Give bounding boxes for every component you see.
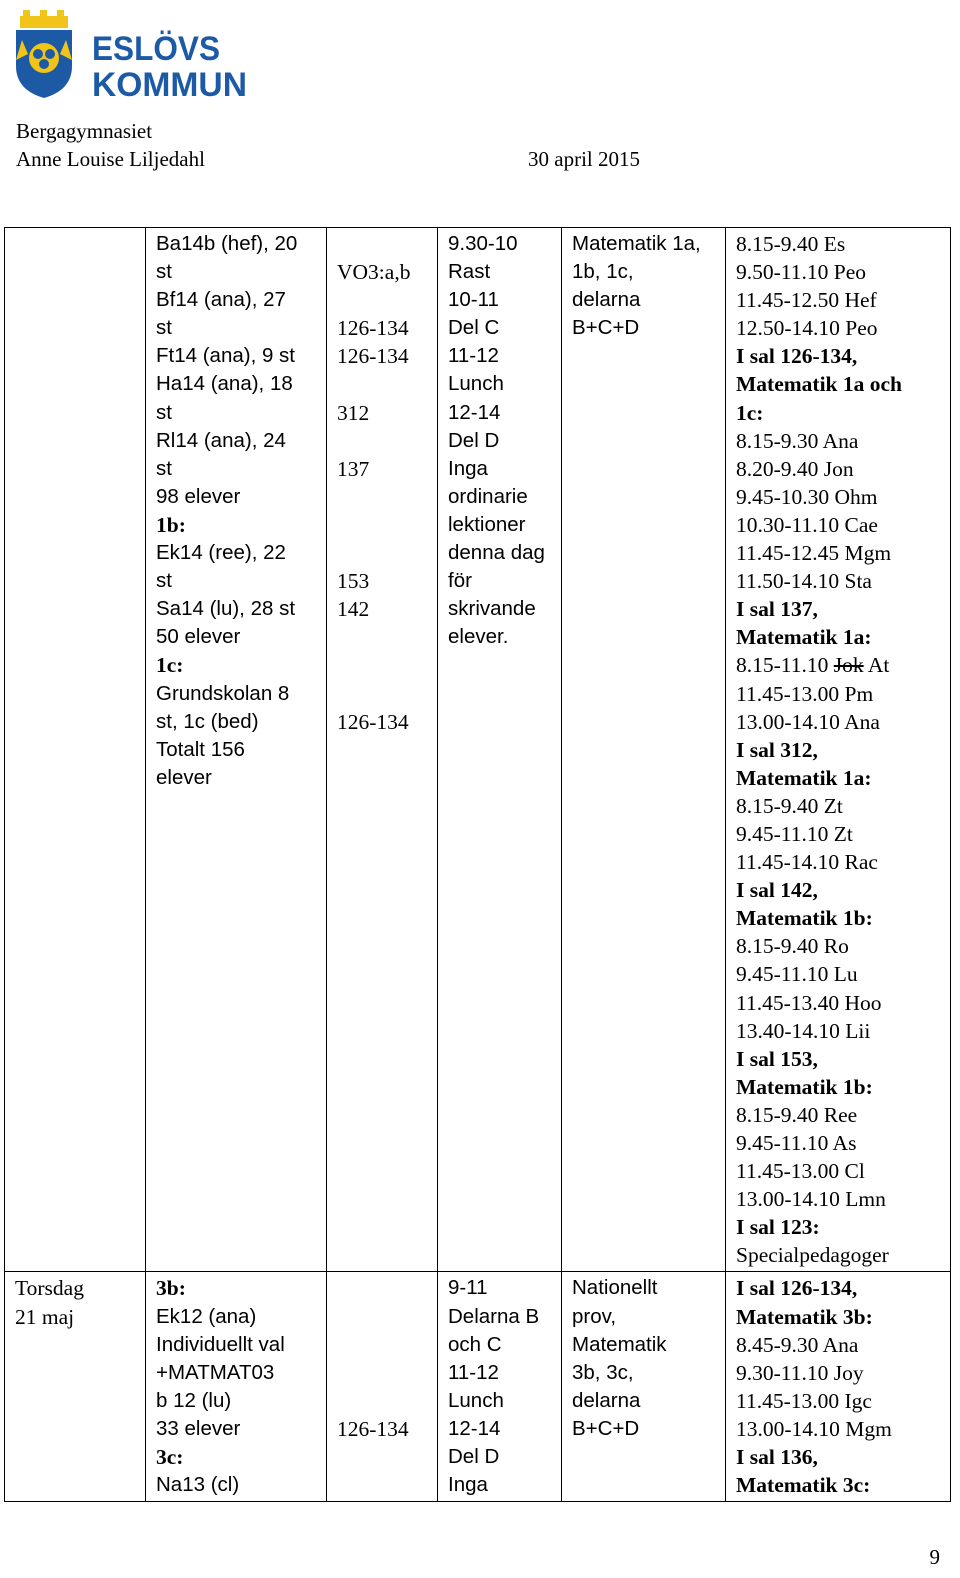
exam-cell bbox=[562, 1272, 726, 1502]
cell-line: Ba14b (hef), 20 bbox=[156, 232, 298, 255]
cell-line: 9.45-11.10 Lu bbox=[736, 962, 858, 987]
cell-line: 11.45-12.50 Hef bbox=[736, 288, 877, 313]
cell-line: 11-12 bbox=[448, 344, 499, 368]
cell-line: Individuellt val bbox=[156, 1332, 285, 1356]
cell-line: Totalt 156 bbox=[156, 737, 245, 761]
cell-line: 137 bbox=[337, 456, 370, 481]
cell-line: VO3:a,b bbox=[337, 260, 411, 285]
cell-line: delarna bbox=[572, 1388, 641, 1412]
schedule-cell bbox=[438, 1272, 562, 1502]
cell-line: 3b: bbox=[156, 1276, 186, 1301]
cell-line: I sal 136, bbox=[736, 1445, 818, 1470]
cell-line: 1c: bbox=[156, 653, 184, 678]
cell-line: 8.15-9.40 Ro bbox=[736, 934, 849, 959]
cell-line: Matematik 3b: bbox=[736, 1304, 873, 1329]
cell-line: Na13 (cl) bbox=[156, 1473, 240, 1497]
cell-line: Rast bbox=[448, 260, 491, 284]
cell-line: Inga bbox=[448, 456, 488, 480]
cell-line: 9.30-10 bbox=[448, 232, 518, 255]
cell-line: 12.50-14.10 Peo bbox=[736, 316, 878, 341]
cell-line: 312 bbox=[337, 400, 370, 425]
cell-line: I sal 123: bbox=[736, 1215, 820, 1240]
cell-line: 9.45-11.10 Zt bbox=[736, 821, 853, 846]
cell-line: 10.30-11.10 Cae bbox=[736, 512, 878, 537]
cell-line: 8.15-9.30 Ana bbox=[736, 428, 859, 453]
cell-line: Matematik 1a och bbox=[736, 372, 902, 397]
cell-line: 11.45-12.45 Mgm bbox=[736, 541, 892, 566]
cell-line bbox=[337, 370, 429, 398]
cell-line: elever bbox=[156, 765, 212, 789]
cell-line: 13.00-14.10 Ana bbox=[736, 709, 880, 734]
cell-line: 126-134 bbox=[337, 1416, 409, 1441]
cell-line: 9.30-11.10 Joy bbox=[736, 1360, 864, 1385]
cell-line: 13.00-14.10 Lmn bbox=[736, 1187, 886, 1212]
cell-line: Matematik bbox=[572, 1332, 667, 1356]
cell-line: 11.50-14.10 Sta bbox=[736, 569, 872, 594]
cell-line: Lunch bbox=[448, 372, 504, 396]
cell-line bbox=[337, 680, 429, 708]
cell-line: Matematik 1a: bbox=[736, 625, 872, 650]
cell-line: st bbox=[156, 456, 172, 480]
cell-line bbox=[337, 1274, 429, 1302]
rooms-cell bbox=[327, 228, 438, 1272]
cell-line: I sal 312, bbox=[736, 737, 818, 762]
cell-line bbox=[337, 1387, 429, 1415]
cell-line: lektioner bbox=[448, 512, 526, 536]
cell-line: 13.40-14.10 Lii bbox=[736, 1018, 871, 1043]
cell-line: 12-14 bbox=[448, 400, 501, 424]
cell-line: Delarna B bbox=[448, 1304, 540, 1328]
cell-line: 126-134 bbox=[337, 316, 409, 341]
cell-line: Matematik 1a: bbox=[736, 765, 872, 790]
cell-line: 11.45-13.00 Cl bbox=[736, 1159, 865, 1184]
cell-line: 3c: bbox=[156, 1445, 184, 1470]
cell-line: B+C+D bbox=[572, 316, 640, 340]
document-date: 30 april 2015 bbox=[528, 147, 640, 171]
cell-line: 11.45-14.10 Rac bbox=[736, 850, 878, 875]
cell-line: 9.50-11.10 Peo bbox=[736, 260, 866, 285]
cell-line: 142 bbox=[337, 597, 370, 622]
cell-line bbox=[337, 651, 429, 679]
schedule-cell bbox=[438, 228, 562, 1272]
cell-line bbox=[337, 427, 429, 455]
groups-cell bbox=[146, 1272, 327, 1502]
cell-text: At bbox=[863, 653, 890, 678]
cell-line: B+C+D bbox=[572, 1416, 640, 1440]
day-cell bbox=[5, 1272, 146, 1502]
cell-line bbox=[736, 651, 942, 679]
cell-line: Sa14 (lu), 28 st bbox=[156, 597, 296, 621]
eslovs-kommun-logo bbox=[14, 10, 254, 102]
table-row bbox=[5, 1272, 951, 1502]
cell-line: st bbox=[156, 260, 172, 284]
cell-line: I sal 153, bbox=[736, 1046, 818, 1071]
cell-line bbox=[337, 1303, 429, 1331]
cell-line: 11.45-13.00 Igc bbox=[736, 1388, 872, 1413]
cell-line: Ek14 (ree), 22 bbox=[156, 541, 286, 565]
cell-line bbox=[337, 511, 429, 539]
cell-line: 9.45-11.10 As bbox=[736, 1131, 857, 1155]
cell-line: Grundskolan 8 bbox=[156, 681, 290, 705]
cell-line: för bbox=[448, 569, 472, 593]
cell-line: 1c: bbox=[736, 400, 764, 425]
cell-line: 1b: bbox=[156, 512, 186, 537]
cell-line: 12-14 bbox=[448, 1416, 501, 1440]
cell-line: Nationellt bbox=[572, 1276, 658, 1300]
cell-line: Matematik 3c: bbox=[736, 1473, 871, 1498]
cell-line: Del D bbox=[448, 1445, 500, 1469]
groups-cell bbox=[146, 228, 327, 1272]
cell-line: Ek12 (ana) bbox=[156, 1304, 257, 1328]
cell-line: st bbox=[156, 569, 172, 593]
cell-line: 8.45-9.30 Ana bbox=[736, 1332, 859, 1357]
author-name: Anne Louise Liljedahl bbox=[16, 147, 205, 171]
cell-line bbox=[337, 1331, 429, 1359]
cell-line: b 12 (lu) bbox=[156, 1388, 232, 1412]
cell-line: 98 elever bbox=[156, 484, 241, 508]
cell-line: Matematik 1b: bbox=[736, 906, 873, 931]
cell-line bbox=[337, 483, 429, 511]
cell-line: Inga bbox=[448, 1473, 488, 1497]
cell-line: 153 bbox=[337, 569, 370, 594]
cell-line: Matematik 1a, bbox=[572, 232, 701, 255]
cell-line: 33 elever bbox=[156, 1416, 241, 1440]
cell-line: I sal 137, bbox=[736, 597, 818, 622]
cell-line: 8.20-9.40 Jon bbox=[736, 456, 854, 481]
cell-line: 9-11 bbox=[448, 1276, 488, 1300]
cell-line: Rl14 (ana), 24 bbox=[156, 428, 286, 452]
logo-text-kommun: KOMMUN bbox=[92, 66, 247, 102]
table-row bbox=[5, 228, 951, 1272]
cell-line: delarna bbox=[572, 288, 641, 312]
cell-line: denna dag bbox=[448, 541, 545, 565]
cell-line: ordinarie bbox=[448, 484, 528, 508]
cell-line: Ha14 (ana), 18 bbox=[156, 372, 293, 396]
logo-text-eslovs: ESLÖVS bbox=[92, 30, 220, 68]
proctors-cell bbox=[726, 228, 951, 1272]
cell-line: 9.45-10.30 Ohm bbox=[736, 484, 878, 509]
cell-line: 21 maj bbox=[15, 1304, 75, 1329]
cell-line bbox=[337, 286, 429, 314]
cell-line: 8.15-9.40 Ree bbox=[736, 1102, 858, 1127]
cell-line: st bbox=[156, 316, 172, 340]
proctors-cell bbox=[726, 1272, 951, 1502]
cell-line: 8.15-9.40 Es bbox=[736, 232, 846, 256]
cell-line: 3b, 3c, bbox=[572, 1360, 634, 1384]
cell-line: Torsdag bbox=[15, 1276, 84, 1301]
exam-schedule-table bbox=[4, 227, 951, 1502]
cell-line: Specialpedagoger bbox=[736, 1243, 889, 1268]
cell-line: Lunch bbox=[448, 1388, 504, 1412]
cell-line: 10-11 bbox=[448, 288, 499, 312]
cell-line: skrivande bbox=[448, 597, 536, 621]
cell-line bbox=[337, 539, 429, 567]
school-name: Bergagymnasiet bbox=[16, 119, 153, 143]
cell-line: +MATMAT03 bbox=[156, 1360, 275, 1384]
cell-line: Matematik 1b: bbox=[736, 1074, 873, 1099]
cell-line: 11.45-13.00 Pm bbox=[736, 681, 874, 706]
cell-line: och C bbox=[448, 1332, 502, 1356]
day-cell bbox=[5, 228, 146, 1272]
cell-line: 13.00-14.10 Mgm bbox=[736, 1416, 892, 1441]
cell-line: 11-12 bbox=[448, 1360, 499, 1384]
cell-line bbox=[337, 1359, 429, 1387]
cell-line bbox=[337, 230, 429, 258]
cell-line: 11.45-13.40 Hoo bbox=[736, 990, 882, 1015]
cell-line: 1b, 1c, bbox=[572, 260, 634, 284]
cell-line: st, 1c (bed) bbox=[156, 709, 259, 733]
cell-line: Del C bbox=[448, 316, 500, 340]
cell-line: Bf14 (ana), 27 bbox=[156, 288, 286, 312]
cell-line: Del D bbox=[448, 428, 500, 452]
rooms-cell bbox=[327, 1272, 438, 1502]
coat-of-arms-icon bbox=[16, 10, 72, 98]
cell-line: 126-134 bbox=[337, 709, 409, 734]
cell-text: 8.15-11.10 bbox=[736, 653, 834, 678]
cell-line: st bbox=[156, 400, 172, 424]
cell-line bbox=[337, 623, 429, 651]
cell-line: 8.15-9.40 Zt bbox=[736, 793, 843, 818]
cell-line: 50 elever bbox=[156, 625, 241, 649]
cell-line: I sal 126-134, bbox=[736, 344, 858, 369]
cell-line: prov, bbox=[572, 1304, 617, 1328]
cell-line: I sal 142, bbox=[736, 878, 818, 903]
exam-cell bbox=[562, 228, 726, 1272]
page-number: 9 bbox=[929, 1545, 940, 1569]
cell-line: 126-134 bbox=[337, 344, 409, 369]
cell-line: I sal 126-134, bbox=[736, 1276, 858, 1301]
struck-text: Jok bbox=[833, 653, 864, 678]
cell-line: Ft14 (ana), 9 st bbox=[156, 344, 296, 368]
cell-line: elever. bbox=[448, 625, 509, 649]
